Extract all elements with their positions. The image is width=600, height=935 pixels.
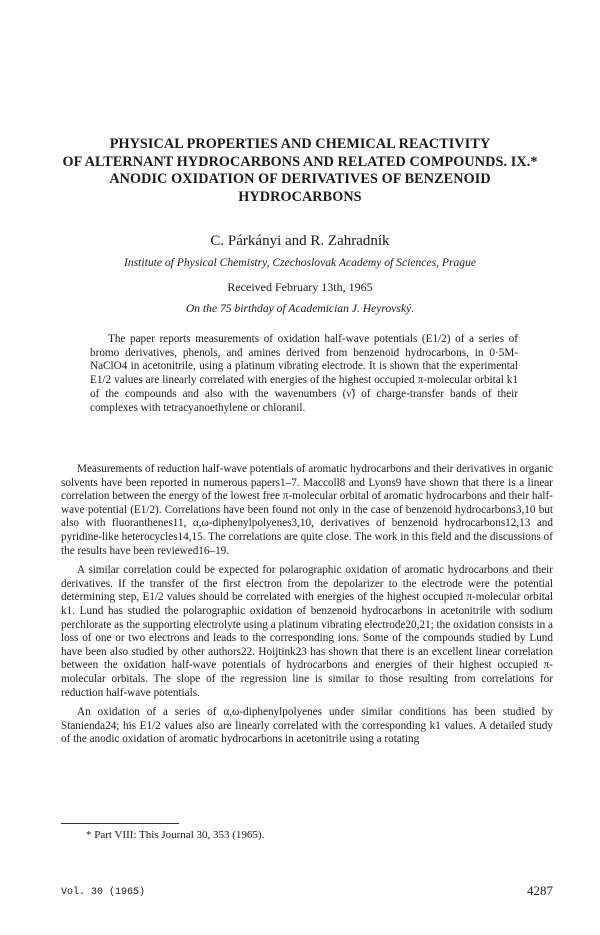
- title-line: ANODIC OXIDATION OF DERIVATIVES OF BENZENOID: [109, 171, 491, 187]
- footnote-rule: [61, 823, 179, 824]
- title-line: OF ALTERNANT HYDROCARBONS AND RELATED COMPOUNDS. IX.*: [62, 153, 538, 170]
- page-number: 4287: [527, 883, 553, 898]
- article-title: [40, 136, 560, 206]
- journal-volume: Vol. 30 (1965): [61, 887, 146, 898]
- body-paragraph: A similar correlation could be expected for polarographic oxidation of aromatic hydrocarbons and their derivatives. If the transfer of the first electron from the depolarizer to the electrode were the potential determining step, E1/2 values should be correlated with energies of the highest occupied π-molecular orbital k1. Lund has studied the polarographic oxidation of benzenoid hydrocarbons in acetonitrile with sodium perchlorate as the supporting electrolyte using a platinum vibrating electrode20,21; the oxidation consists in a loss of one or two electrons and leads to the corresponding ions. Some of the compounds studied by Lund have been also studied by other authors22. Hoijtink23 has shown that there is an excellent linear correlation between the oxidation half-wave potentials of hydrocarbons and energies of their highest occupied π-molecular orbitals. The slope of the regression line is similar to those resulting from correlations for reduction half-wave potentials.: [61, 564, 553, 699]
- body-text: [61, 463, 553, 753]
- body-paragraph: An oxidation of a series of α,ω-diphenylpolyenes under similar conditions has been studied by Stanienda24; his E1/2 values also are linearly correlated with the corresponding k1 values. A detailed study of the anodic oxidation of aromatic hydrocarbons in acetonitrile using a rotating: [61, 706, 553, 746]
- abstract: [90, 333, 518, 415]
- abstract-paragraph: The paper reports measurements of oxidation half-wave potentials (E1/2) of a series of bromo derivatives, phenols, and amines derived from benzenoid hydrocarbons, in 0·5M-NaClO4 in acetonitrile, using a platinum vibrating electrode. It is shown that the experimental E1/2 values are linearly correlated with energies of the highest occupied π-molecular orbital k1 of the compounds and also with the wavenumbers (ν̃) of charge-transfer bands of their complexes with tetracyanoethylene or chloranil.: [90, 333, 518, 414]
- body-paragraph: Measurements of reduction half-wave potentials of aromatic hydrocarbons and their derivatives in organic solvents have been reported in numerous papers1–7. Maccoll8 and Lyons9 have shown that there is a linear correlation between the energy of the lowest free π-molecular orbital of aromatic hydrocarbons and their half-wave potential (E1/2). Correlations have been found not only in the case of benzenoid hydrocarbons3,10 but also with fluoranthenes11, α,ω-diphenylpolyenes3,10, derivatives of benzenoid hydrocarbons12,13 and pyridine-like heterocycles14,15. The correlations are quite close. The work in this field and the discussions of the results have been reviewed16–19.: [61, 463, 553, 557]
- title-line: PHYSICAL PROPERTIES AND CHEMICAL REACTIVITY: [109, 136, 491, 152]
- dedication: On the 75 birthday of Academician J. Heyrovský.: [185, 302, 415, 315]
- received-date: Received February 13th, 1965: [227, 280, 373, 294]
- title-line: HYDROCARBONS: [238, 188, 362, 205]
- institute: Institute of Physical Chemistry, Czechoslovak Academy of Sciences, Prague: [123, 256, 477, 269]
- authors: C. Párkányi and R. Zahradník: [210, 233, 390, 249]
- footnote: * Part VIII: This Journal 30, 353 (1965).: [86, 829, 265, 841]
